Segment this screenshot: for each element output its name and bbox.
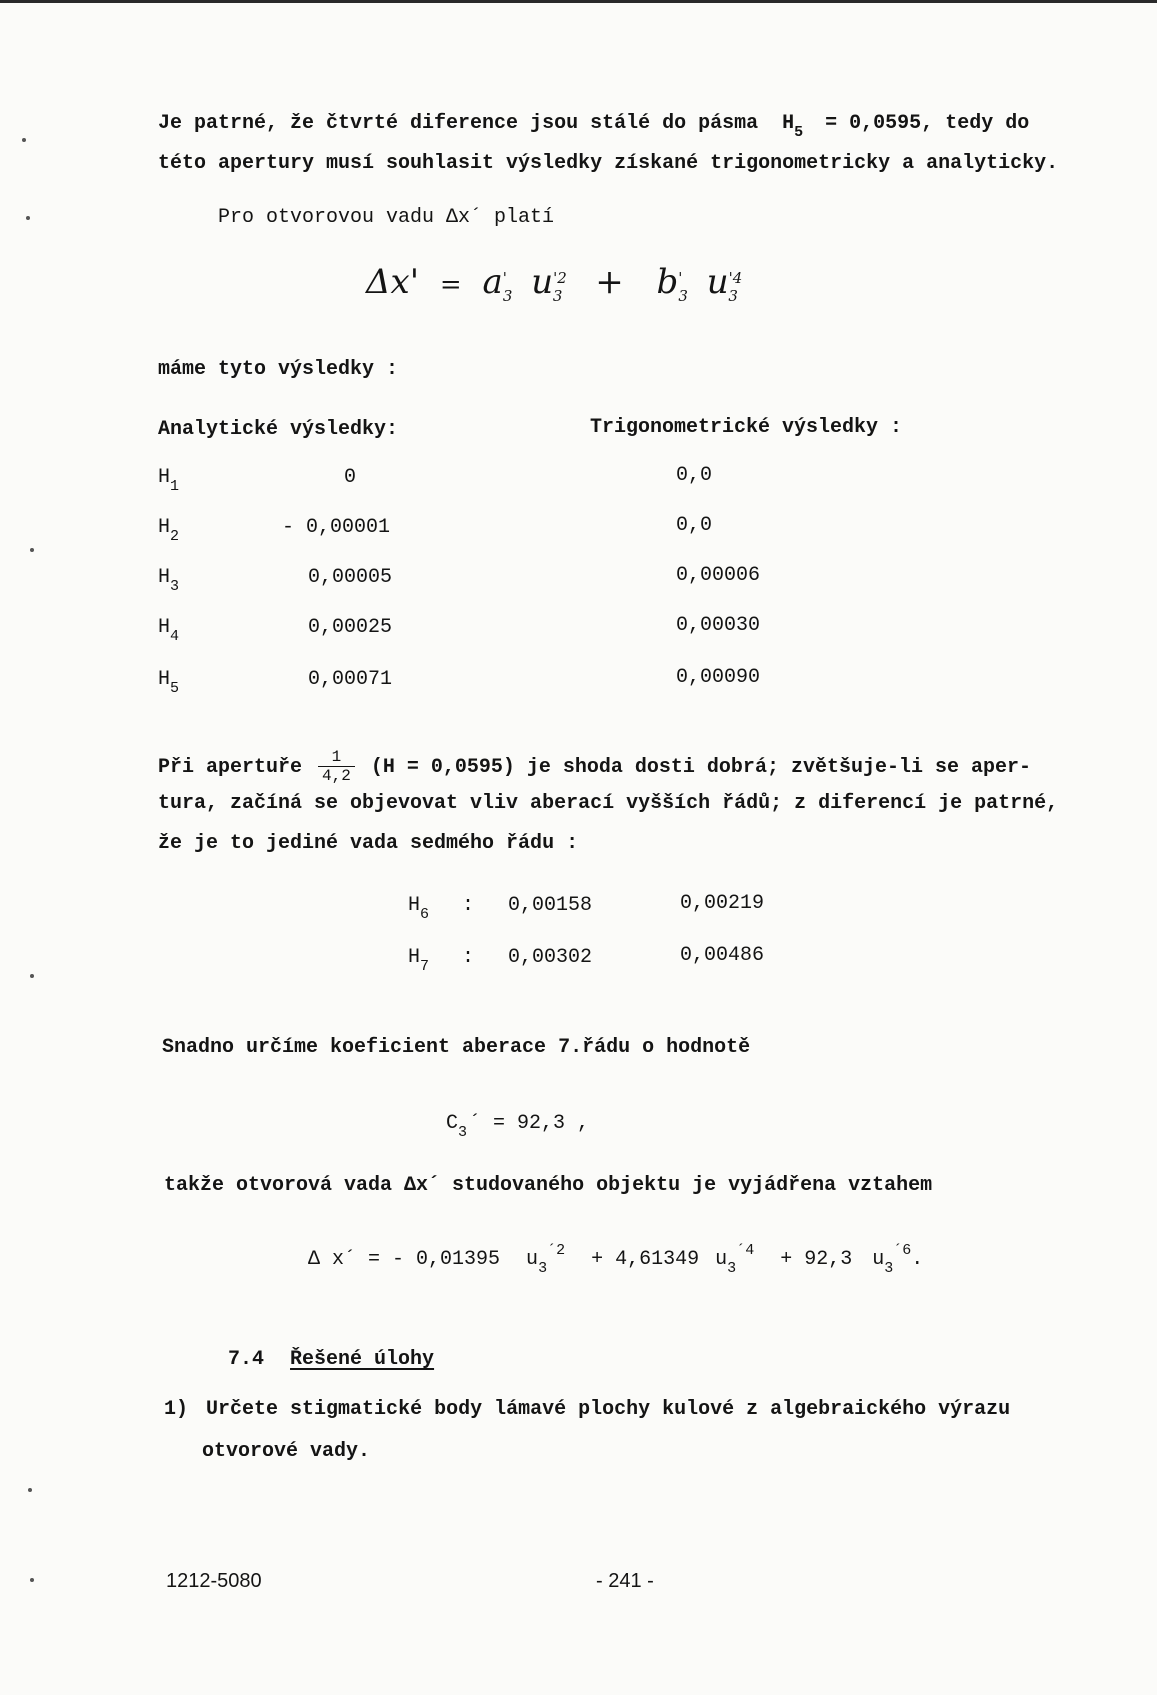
- row-h1-analytic: 0: [344, 466, 357, 489]
- h5-symbol: $H_5$: [782, 112, 804, 141]
- intro-line-1: [158, 112, 1030, 141]
- row-h4-analytic: 0,00025: [308, 616, 393, 639]
- row-h4-trig: 0,00030: [676, 614, 761, 637]
- header-analytic: Analytické výsledky:: [158, 418, 399, 441]
- scan-speck: [30, 548, 34, 552]
- section-number: 7.4: [228, 1348, 265, 1371]
- intro-text: Je patrné, že čtvrté diference jsou stálé do pásma: [158, 112, 759, 135]
- row-h1-trig: 0,0: [676, 464, 713, 487]
- row-h6-analytic: 0,00158: [508, 894, 593, 917]
- row-h3-trig: 0,00006: [676, 564, 761, 587]
- para4: takže otvorová vada Δx´ studovaného objektu je vyjádřena vztahem: [164, 1174, 933, 1197]
- page-top-edge: [0, 0, 1157, 3]
- row-h5-trig: 0,00090: [676, 666, 761, 689]
- row-h7-label: $H_7$: [408, 946, 430, 975]
- intro-value: = 0,0595, tedy do: [825, 112, 1030, 135]
- row-h5-analytic: 0,00071: [308, 668, 393, 691]
- header-trig: Trigonometrické výsledky :: [590, 416, 903, 439]
- results-intro: máme tyto výsledky :: [158, 358, 399, 381]
- scan-speck: [26, 216, 30, 220]
- section-heading: [228, 1348, 434, 1371]
- row-h2-analytic: - 0,00001: [282, 516, 391, 539]
- para2-line-1: Při apertuře $\frac{1}{4,2}$ (H = 0,0595) je shoda dosti dobrá; zvětšuje-li se aper-: [158, 748, 1031, 785]
- aberration-formula: $\Delta x' = a'_3$ $u^{'2}_3 + b'_3$ $u^{'4}_3$: [366, 262, 743, 305]
- row-h5-label: $H_5$: [158, 668, 180, 697]
- aberration-result-formula: Δ x´ = - 0,01395 $u_3^{´2} + 4,61349$ $u_3^{´4} + 92,3$ $u_3^{´6}$.: [308, 1242, 924, 1277]
- c3-coefficient: $C_3$ ´ = 92,3 ,: [446, 1112, 590, 1141]
- row-h7-colon: :: [462, 946, 475, 969]
- task-1-line-1: 1) Určete stigmatické body lámavé plochy kulové z algebraického výrazu: [164, 1398, 1011, 1421]
- row-h3-analytic: 0,00005: [308, 566, 393, 589]
- section-title: Řešené úlohy: [290, 1348, 435, 1371]
- intro-line-2: této apertury musí souhlasit výsledky získané trigonometricky a analyticky.: [158, 152, 1059, 175]
- aperture-fraction: $\frac{1}{4,2}$: [318, 748, 355, 785]
- row-h3-label: $H_3$: [158, 566, 180, 595]
- row-h1-label: $H_1$: [158, 466, 180, 495]
- page-number: - 241 -: [596, 1570, 654, 1592]
- row-h6-label: $H_6$: [408, 894, 430, 923]
- scan-speck: [22, 138, 26, 142]
- intro-line-3: Pro otvorovou vadu Δx´ platí: [218, 206, 555, 229]
- task-1-line-2: otvorové vady.: [202, 1440, 371, 1463]
- row-h6-colon: :: [462, 894, 475, 917]
- scan-speck: [30, 1578, 34, 1582]
- row-h4-label: $H_4$: [158, 616, 180, 645]
- para3: Snadno určíme koeficient aberace 7.řádu o hodnotě: [162, 1036, 751, 1059]
- para2-line-2: tura, začíná se objevovat vliv aberací vyšších řádů; z diferencí je patrné,: [158, 792, 1059, 815]
- scan-speck: [28, 1488, 32, 1492]
- footer-code: 1212-5080: [166, 1570, 262, 1592]
- scan-speck: [30, 974, 34, 978]
- row-h6-trig: 0,00219: [680, 892, 765, 915]
- para2-line-3: že je to jediné vada sedmého řádu :: [158, 832, 579, 855]
- row-h2-label: $H_2$: [158, 516, 180, 545]
- row-h7-analytic: 0,00302: [508, 946, 593, 969]
- row-h2-trig: 0,0: [676, 514, 713, 537]
- row-h7-trig: 0,00486: [680, 944, 765, 967]
